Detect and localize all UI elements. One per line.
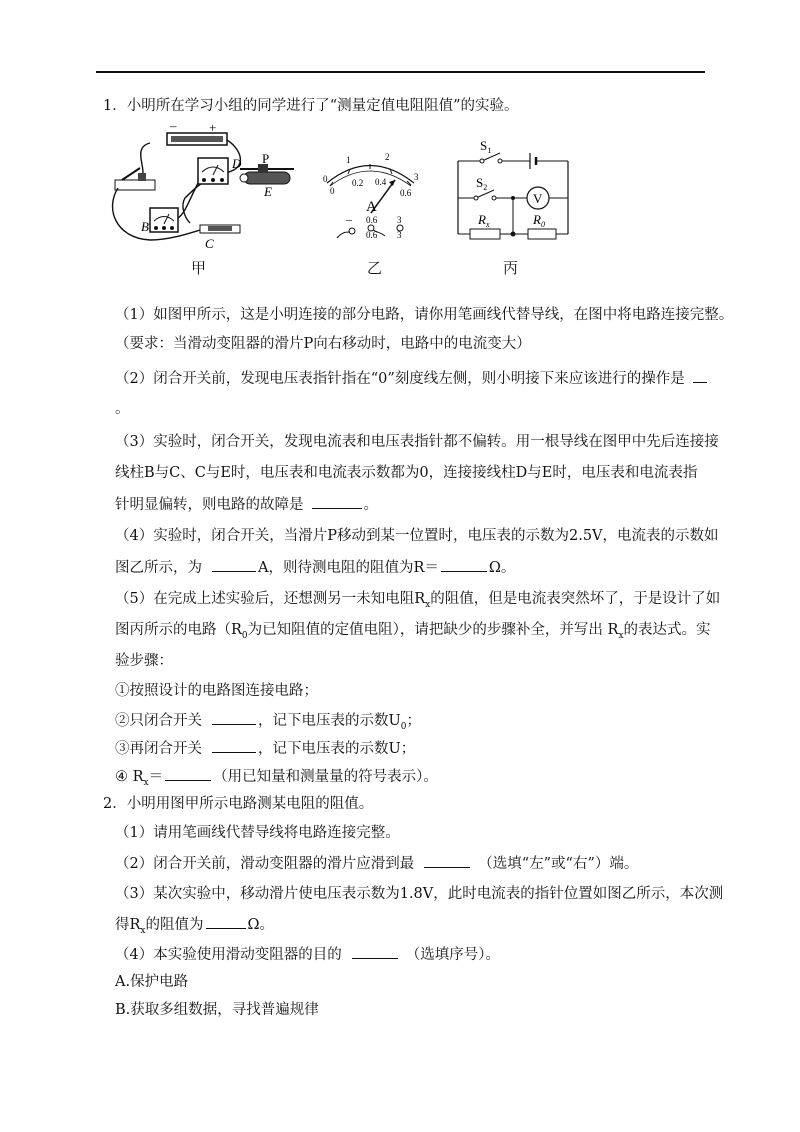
battery-minus-label: – xyxy=(170,118,177,133)
text: （4）本实验使用滑动变阻器的目的 xyxy=(115,947,342,963)
answer-blank[interactable] xyxy=(424,853,470,868)
answer-blank[interactable] xyxy=(312,494,362,509)
text: （5）在完成上述实验后，还想测另一未知电阻R xyxy=(115,591,426,607)
terminal-06-label: 0.6 xyxy=(366,215,378,225)
q1-part3-text: 针明显偏转，则电路的故障是 xyxy=(115,497,304,513)
text: Ω。 xyxy=(247,917,275,933)
voltmeter xyxy=(198,158,228,184)
resistor-board xyxy=(200,225,240,233)
dial-bottom-04: 0.4 xyxy=(375,177,387,187)
dial-bottom-06: 0.6 xyxy=(400,188,412,198)
q1-part5-line1 xyxy=(115,589,720,615)
answer-blank[interactable] xyxy=(165,766,211,781)
text: ③再闭合开关 xyxy=(115,741,202,757)
terminal-B-label: B xyxy=(141,219,149,234)
text: 的阻值，但是电流表突然坏了，于是设计了如 xyxy=(430,591,721,607)
battery-plus-label: + xyxy=(209,120,217,135)
text: 的表达式。实 xyxy=(623,622,711,638)
q1-part1-line1: （1）如图甲所示，这是小明连接的部分电路，请你用笔画线代替导线，在图中将电路连接完整。 xyxy=(115,307,734,323)
subscript: x xyxy=(618,630,624,641)
q2-part3-line2 xyxy=(115,914,274,941)
figure-jia-circuit xyxy=(0,118,800,283)
terminal-D-label: D xyxy=(232,156,242,171)
q1-part4-line2 xyxy=(115,557,515,578)
answer-blank[interactable] xyxy=(352,944,398,959)
text: ，记下电压表的示数U xyxy=(258,713,401,729)
q1-part2-line2: 。 xyxy=(115,401,130,417)
subscript: x xyxy=(143,777,149,788)
switch-S2-label: $S_2$ xyxy=(476,175,488,192)
q2-option-A: A.保护电路 xyxy=(115,974,189,990)
q1-step2 xyxy=(115,710,421,737)
q1-part4-line1: （4）实验时，闭合开关，当滑片P移动到某一位置时，电压表的示数为2.5V，电流表的示数如 xyxy=(115,528,719,544)
subscript: 0 xyxy=(241,630,248,641)
subscript: 0 xyxy=(400,721,407,732)
resistor-R0-label: $R_0$ xyxy=(533,212,545,229)
text: ，记下电压表的示数U； xyxy=(258,741,416,757)
dial-bottom-02: 0.2 xyxy=(352,178,364,188)
answer-blank[interactable] xyxy=(441,557,487,572)
text: （选填“左”或“右”）端。 xyxy=(478,856,639,872)
q1-part1-line2: （要求：当滑动变阻器的滑片P向右移动时，电路中的电流变大） xyxy=(115,336,531,352)
text: （2）闭合开关前，滑动变阻器的滑片应滑到最 xyxy=(115,856,415,872)
wire xyxy=(178,183,198,218)
voltmeter-V-label: V xyxy=(533,191,543,206)
answer-blank[interactable] xyxy=(693,368,707,383)
dial-bottom-0: 0 xyxy=(330,186,335,196)
wire xyxy=(140,143,150,178)
rheostat xyxy=(240,164,294,184)
figure-bing-schematic xyxy=(458,153,568,239)
subscript: x xyxy=(425,599,431,610)
answer-blank[interactable] xyxy=(206,914,246,929)
answer-blank[interactable] xyxy=(212,557,256,572)
terminal-E-label: E xyxy=(264,184,272,199)
q1-part3-line2: 线柱B与C、C与E时，电压表和电流表示数都为0，连接接线柱D与E时，电压表和电流表指 xyxy=(115,465,698,481)
text: ； xyxy=(406,713,421,729)
q2-option-B: B.获取多组数据，寻找普遍规律 xyxy=(115,1002,319,1018)
answer-blank[interactable] xyxy=(212,710,256,725)
q1-part5-line3: 验步骤： xyxy=(115,653,173,669)
q1-part3-line1: （3）实验时，闭合开关，发现电流表和电压表指针都不偏转。用一根导线在图甲中先后连接接 xyxy=(115,434,719,450)
terminal-06b-label: 0.6 xyxy=(366,230,378,240)
q1-part2-text: （2）闭合开关前，发现电压表指针指在“0”刻度线左侧，则小明接下来应该进行的操作是 xyxy=(115,371,685,387)
switch-S1-label: $S_1$ xyxy=(480,138,492,155)
text: ②只闭合开关 xyxy=(115,713,202,729)
text: ＝ xyxy=(148,769,164,785)
text: （用已知量和测量量的符号表示）。 xyxy=(213,769,438,785)
q1-step4 xyxy=(115,766,438,793)
q2-stem: 2．小明用图甲所示电路测某电阻的阻值。 xyxy=(103,796,374,812)
q1-part3-line3 xyxy=(115,494,378,515)
slider-P-label: P xyxy=(262,151,270,166)
dial-top-3: 3 xyxy=(414,172,419,182)
terminal-3-label: 3 xyxy=(397,215,402,225)
figure-caption-bing: 丙 xyxy=(503,259,519,277)
q1-part4-text3: Ω。 xyxy=(488,560,516,576)
text: 得R xyxy=(115,917,141,933)
dial-top-1: 1 xyxy=(346,155,351,165)
q2-part1: （1）请用笔画线代替导线将电路连接完整。 xyxy=(115,825,400,841)
battery-box xyxy=(167,133,227,145)
q1-step3 xyxy=(115,738,415,759)
dial-top-2: 2 xyxy=(385,152,390,162)
q1-part2-line1 xyxy=(115,368,709,389)
q1-part4-text2: A，则待测电阻的阻值为R＝ xyxy=(258,560,439,576)
terminal-3b-label: 3 xyxy=(397,230,402,240)
q2-part4 xyxy=(115,944,500,965)
text: 的阻值为 xyxy=(145,917,204,933)
dial-top-0: 0 xyxy=(323,174,328,184)
ammeter-A-label: A xyxy=(366,199,377,215)
q1-stem: 1．小明所在学习小组的同学进行了“测量定值电阻阻值”的实验。 xyxy=(103,98,519,114)
q1-part3-end: 。 xyxy=(363,497,378,513)
ammeter xyxy=(150,208,178,232)
q1-part4-text1: 图乙所示，为 xyxy=(115,560,202,576)
figure-caption-yi: 乙 xyxy=(367,259,383,277)
q1-step1: ①按照设计的电路图连接电路； xyxy=(115,683,318,699)
q2-part2 xyxy=(115,853,638,874)
terminal-C-label: C xyxy=(205,236,214,251)
text: 图丙所示的电路（R xyxy=(115,622,242,638)
text: ④ R xyxy=(115,769,144,785)
text: （选填序号）。 xyxy=(405,947,500,963)
terminal-minus-label: – xyxy=(346,212,352,226)
resistor-Rx-label: $R_x$ xyxy=(478,212,490,229)
q1-part5-line2 xyxy=(115,620,711,646)
switch xyxy=(115,168,155,190)
q2-part3-line1: （3）某次实验中，移动滑片使电压表示数为1.8V，此时电流表的指针位置如图乙所示，本次测 xyxy=(115,886,724,902)
answer-blank[interactable] xyxy=(212,738,256,753)
subscript: x xyxy=(140,925,146,936)
figure-caption-jia: 甲 xyxy=(191,259,207,277)
header-rule xyxy=(96,71,705,73)
text: 为已知阻值的定值电阻），请把缺少的步骤补全，并写出 R xyxy=(247,622,619,638)
